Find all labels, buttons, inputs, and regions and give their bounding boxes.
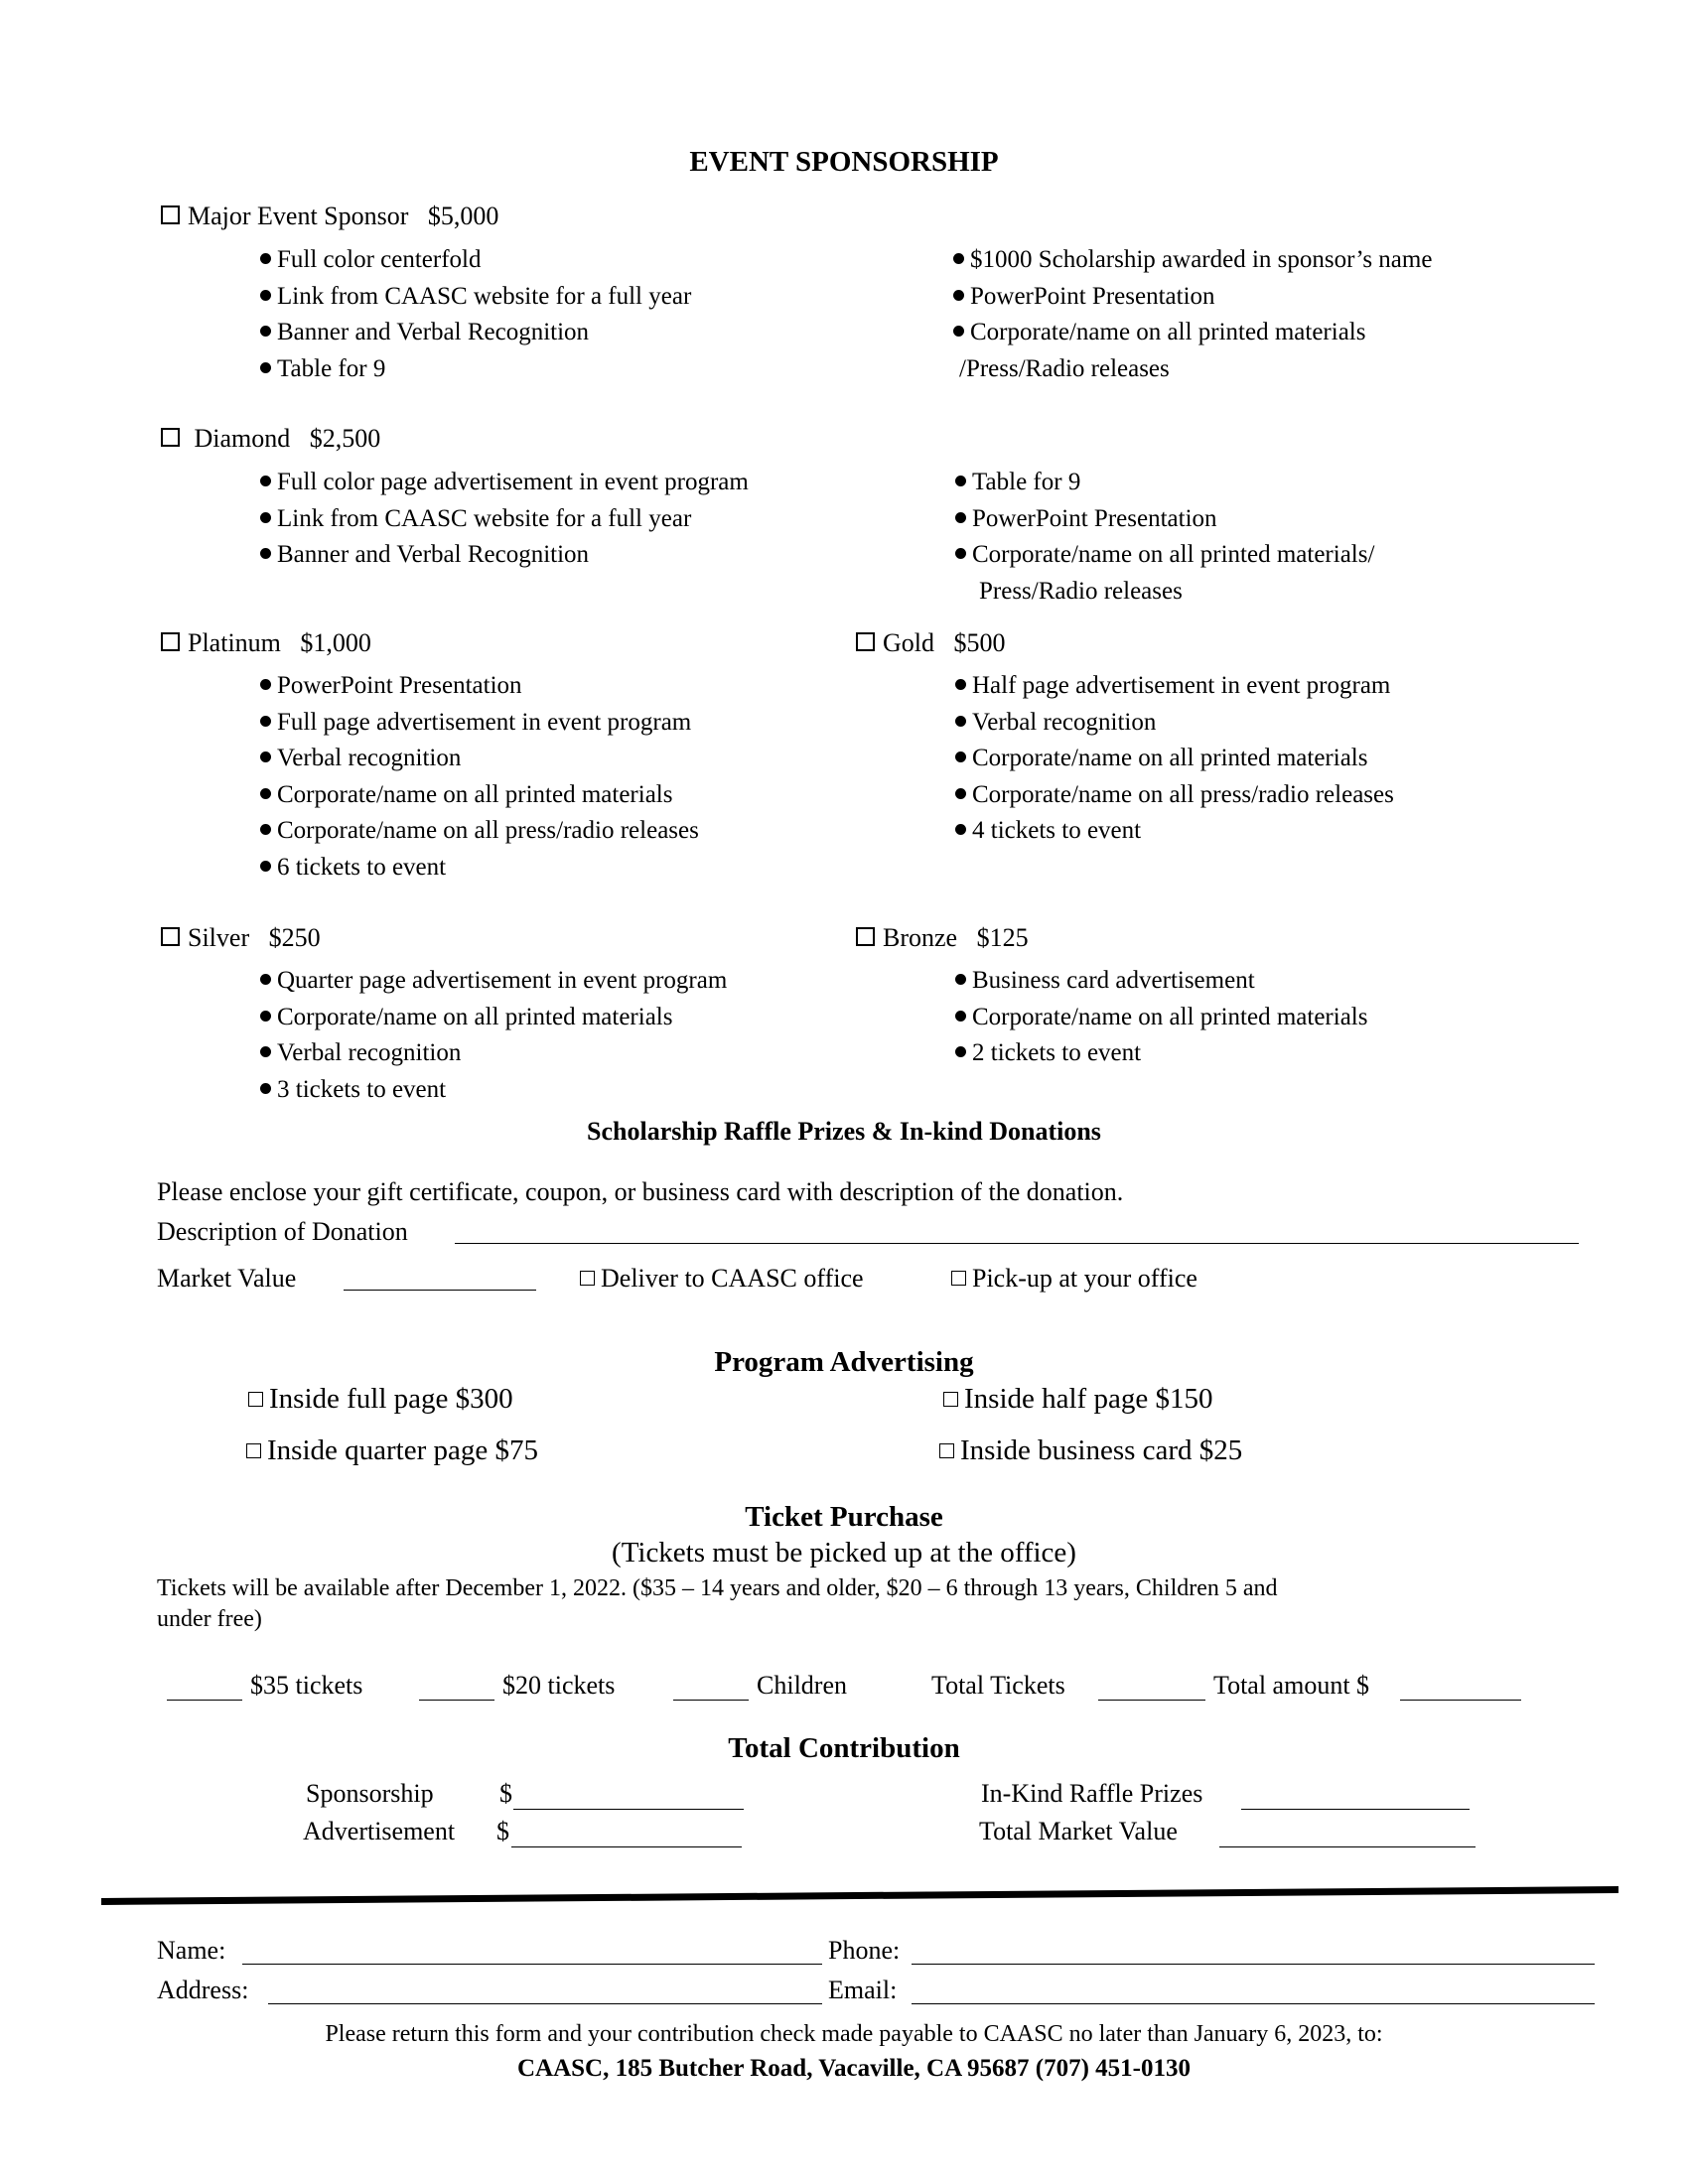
- checkbox-ad-quarter[interactable]: [246, 1443, 261, 1458]
- benefit-item: Link from CAASC website for a full year: [260, 279, 691, 316]
- bullet-icon: [260, 824, 271, 835]
- benefit-item: 6 tickets to event: [260, 850, 699, 887]
- tier-major-header[interactable]: [161, 202, 498, 231]
- benefit-continuation: Press/Radio releases: [979, 577, 1183, 605]
- checkbox-bronze[interactable]: [856, 927, 875, 946]
- tier-major-name: Major Event Sponsor: [188, 202, 409, 230]
- benefit-item: PowerPoint Presentation: [955, 501, 1374, 538]
- bullet-icon: [260, 679, 271, 690]
- page-title: EVENT SPONSORSHIP: [689, 146, 999, 178]
- benefit-item: Verbal recognition: [260, 1035, 727, 1072]
- tier-diamond-benefits-right: [955, 465, 1374, 610]
- tier-major-benefits-right: [953, 242, 1432, 387]
- checkbox-diamond[interactable]: [161, 428, 180, 447]
- benefit-item: $1000 Scholarship awarded in sponsor’s name: [953, 242, 1432, 279]
- bullet-icon: [955, 1046, 966, 1057]
- bullet-icon: [955, 974, 966, 985]
- benefit-item: Corporate/name on all press/radio releases: [955, 777, 1394, 814]
- sponsorship-label: Sponsorship: [306, 1779, 434, 1808]
- tier-bronze-name: Bronze: [883, 923, 958, 952]
- bullet-icon: [260, 290, 271, 301]
- total-amount-label: Total amount $: [1213, 1671, 1370, 1700]
- market-value-field[interactable]: [344, 1266, 536, 1291]
- tickets-info-line1: Tickets will be available after December 1, 2022. ($35 – 14 years and older, $20 – 6 through 13 years, Children 5 and: [157, 1575, 1278, 1601]
- checkbox-ad-full[interactable]: [248, 1392, 263, 1407]
- bullet-icon: [953, 326, 964, 337]
- tier-diamond-price: $2,500: [309, 424, 381, 453]
- benefit-item: Full color centerfold: [260, 242, 691, 279]
- checkbox-deliver[interactable]: [580, 1271, 595, 1286]
- bullet-icon: [260, 476, 271, 486]
- benefit-item: Table for 9: [260, 351, 691, 388]
- separator-line: [89, 1886, 1628, 1916]
- checkbox-silver[interactable]: [161, 927, 180, 946]
- bullet-icon: [955, 512, 966, 523]
- raffle-heading: Scholarship Raffle Prizes & In-kind Donations: [587, 1117, 1101, 1146]
- tier-gold-header[interactable]: [856, 628, 1006, 658]
- total-market-field[interactable]: [1219, 1823, 1476, 1847]
- donation-description-label: Description of Donation: [157, 1217, 408, 1246]
- benefit-item: Banner and Verbal Recognition: [260, 537, 749, 574]
- address-label: Address:: [157, 1976, 249, 2004]
- benefit-item: Link from CAASC website for a full year: [260, 501, 749, 538]
- advertisement-dollar: $: [496, 1817, 509, 1845]
- bullet-icon: [955, 1011, 966, 1022]
- tickets-35-field[interactable]: [167, 1676, 242, 1701]
- footer-address: CAASC, 185 Butcher Road, Vacaville, CA 95687 (707) 451-0130: [516, 2055, 1191, 2082]
- checkbox-ad-business-card[interactable]: [939, 1443, 954, 1458]
- email-field[interactable]: [912, 1978, 1595, 2004]
- tickets-20-field[interactable]: [419, 1676, 494, 1701]
- sponsorship-dollar: $: [499, 1779, 512, 1808]
- benefit-item: Corporate/name on all printed materials/: [955, 537, 1374, 574]
- benefit-item: Corporate/name on all printed materials: [953, 315, 1432, 351]
- tier-gold-name: Gold: [883, 628, 934, 657]
- pickup-option[interactable]: Pick-up at your office: [951, 1264, 1197, 1294]
- bullet-icon: [953, 290, 964, 301]
- tier-gold-benefits: [955, 668, 1394, 850]
- tickets-subheading: (Tickets must be picked up at the office): [612, 1537, 1076, 1569]
- ad-option-half[interactable]: Inside half page $150: [943, 1383, 1212, 1415]
- benefit-continuation: /Press/Radio releases: [959, 354, 1170, 382]
- benefit-item: Verbal recognition: [260, 741, 699, 777]
- tier-platinum-benefits: [260, 668, 699, 886]
- name-field[interactable]: [242, 1938, 822, 1965]
- bullet-icon: [260, 716, 271, 727]
- benefit-item: Full color page advertisement in event program: [260, 465, 749, 501]
- tickets-info-line2: under free): [157, 1606, 262, 1632]
- market-value-label: Market Value: [157, 1264, 297, 1293]
- benefit-item: Corporate/name on all printed materials: [260, 1000, 727, 1036]
- bullet-icon: [260, 362, 271, 373]
- tier-major-benefits-left: [260, 242, 691, 387]
- name-label: Name:: [157, 1936, 226, 1965]
- tickets-35-label: $35 tickets: [250, 1671, 363, 1700]
- tier-platinum-price: $1,000: [300, 628, 371, 657]
- inkind-label: In-Kind Raffle Prizes: [981, 1779, 1203, 1808]
- advertisement-amount-field[interactable]: [511, 1823, 742, 1847]
- benefit-item: Corporate/name on all printed materials: [955, 741, 1394, 777]
- address-field[interactable]: [268, 1978, 822, 2004]
- checkbox-platinum[interactable]: [161, 632, 180, 651]
- tickets-children-field[interactable]: [673, 1676, 749, 1701]
- ad-option-full[interactable]: Inside full page $300: [248, 1383, 513, 1415]
- bullet-icon: [260, 751, 271, 762]
- phone-field[interactable]: [912, 1938, 1595, 1965]
- donation-description-field[interactable]: [455, 1219, 1579, 1244]
- benefit-item: Business card advertisement: [955, 963, 1367, 1000]
- checkbox-pickup[interactable]: [951, 1271, 966, 1286]
- total-tickets-field[interactable]: [1098, 1676, 1205, 1701]
- bullet-icon: [955, 716, 966, 727]
- benefit-item: Full page advertisement in event program: [260, 705, 699, 742]
- bullet-icon: [953, 253, 964, 264]
- tickets-20-label: $20 tickets: [502, 1671, 616, 1700]
- tier-diamond-header[interactable]: [161, 424, 380, 454]
- benefit-item: Quarter page advertisement in event program: [260, 963, 727, 1000]
- benefit-item: PowerPoint Presentation: [953, 279, 1432, 316]
- tier-diamond-name: Diamond: [194, 424, 291, 453]
- checkbox-major[interactable]: [161, 205, 180, 224]
- contribution-heading: Total Contribution: [728, 1732, 960, 1764]
- tier-bronze-benefits: [955, 963, 1367, 1072]
- tier-platinum-header[interactable]: [161, 628, 371, 658]
- tier-gold-price: $500: [953, 628, 1006, 657]
- sponsorship-amount-field[interactable]: [513, 1785, 744, 1810]
- benefit-item: Corporate/name on all printed materials: [260, 777, 699, 814]
- deliver-option[interactable]: Deliver to CAASC office: [580, 1264, 864, 1294]
- bullet-icon: [260, 326, 271, 337]
- tier-silver-header[interactable]: [161, 923, 321, 953]
- advertisement-label: Advertisement: [303, 1817, 456, 1845]
- bullet-icon: [260, 1083, 271, 1094]
- benefit-item: 2 tickets to event: [955, 1035, 1367, 1072]
- tier-silver-price: $250: [268, 923, 321, 952]
- bullet-icon: [260, 548, 271, 559]
- bullet-icon: [955, 788, 966, 799]
- inkind-field[interactable]: [1241, 1785, 1470, 1810]
- benefit-item: Corporate/name on all printed materials: [955, 1000, 1367, 1036]
- bullet-icon: [260, 974, 271, 985]
- total-market-label: Total Market Value: [979, 1817, 1178, 1845]
- bullet-icon: [260, 788, 271, 799]
- ad-option-quarter[interactable]: Inside quarter page $75: [246, 1434, 538, 1466]
- checkbox-ad-half[interactable]: [943, 1392, 958, 1407]
- tier-silver-benefits: [260, 963, 727, 1108]
- email-label: Email:: [828, 1976, 898, 2004]
- bullet-icon: [955, 824, 966, 835]
- return-note: Please return this form and your contribution check made payable to CAASC no later than January 6, 2023, to:: [325, 2021, 1383, 2047]
- bullet-icon: [955, 751, 966, 762]
- tier-bronze-header[interactable]: [856, 923, 1029, 953]
- tier-bronze-price: $125: [976, 923, 1029, 952]
- bullet-icon: [260, 253, 271, 264]
- tier-platinum-name: Platinum: [188, 628, 281, 657]
- phone-label: Phone:: [828, 1936, 901, 1965]
- bullet-icon: [955, 548, 966, 559]
- bullet-icon: [260, 861, 271, 872]
- benefit-item: Half page advertisement in event program: [955, 668, 1394, 705]
- ad-option-business-card[interactable]: Inside business card $25: [939, 1434, 1242, 1466]
- bullet-icon: [955, 679, 966, 690]
- tickets-heading: Ticket Purchase: [745, 1501, 943, 1533]
- advertising-heading: Program Advertising: [714, 1346, 974, 1378]
- bullet-icon: [260, 512, 271, 523]
- bullet-icon: [260, 1046, 271, 1057]
- total-tickets-label: Total Tickets: [931, 1671, 1065, 1700]
- tier-major-price: $5,000: [427, 202, 499, 230]
- benefit-item: 4 tickets to event: [955, 813, 1394, 850]
- raffle-instructions: Please enclose your gift certificate, coupon, or business card with description of the donation.: [157, 1177, 1124, 1206]
- benefit-item: Table for 9: [955, 465, 1374, 501]
- tier-silver-name: Silver: [188, 923, 250, 952]
- benefit-item: PowerPoint Presentation: [260, 668, 699, 705]
- tier-diamond-benefits-left: [260, 465, 749, 574]
- benefit-item: Verbal recognition: [955, 705, 1394, 742]
- benefit-item: Banner and Verbal Recognition: [260, 315, 691, 351]
- benefit-item: Corporate/name on all press/radio releases: [260, 813, 699, 850]
- total-amount-field[interactable]: [1400, 1676, 1521, 1701]
- benefit-item: 3 tickets to event: [260, 1072, 727, 1109]
- bullet-icon: [260, 1011, 271, 1022]
- tickets-children-label: Children: [757, 1671, 847, 1700]
- bullet-icon: [955, 476, 966, 486]
- checkbox-gold[interactable]: [856, 632, 875, 651]
